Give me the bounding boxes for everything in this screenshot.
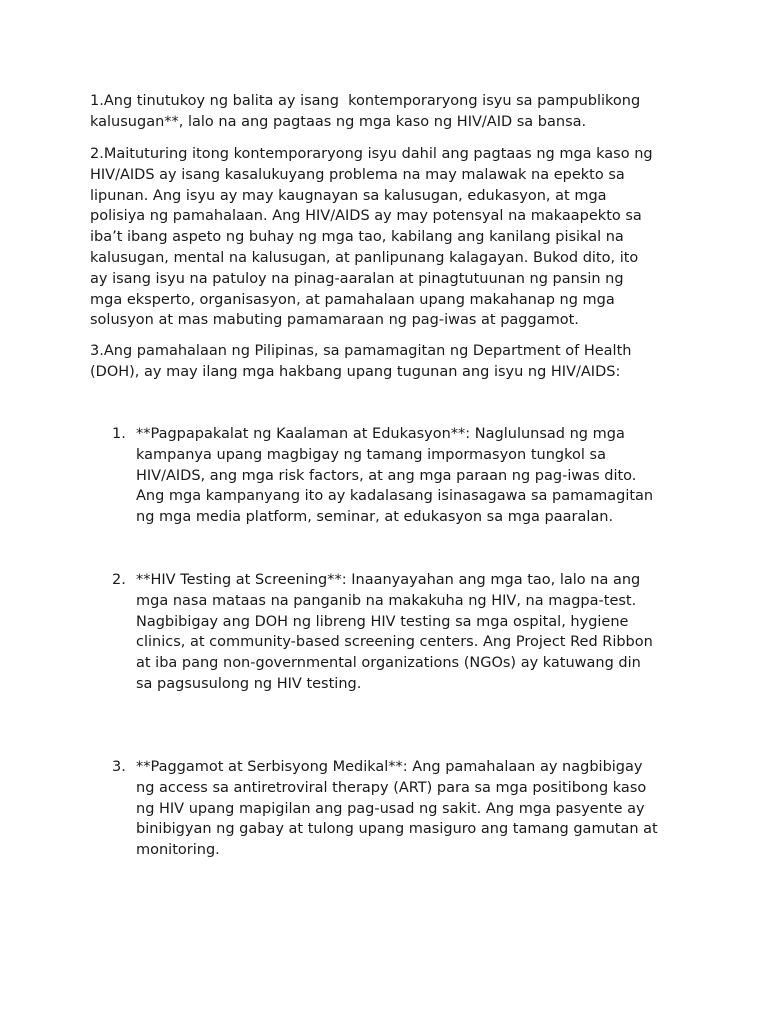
list-item-text: **HIV Testing at Screening**: Inaanyayahan ang mga tao, lalo na ang mga nasa mataas na panganib na makakuha ng HIV, na magpa-test. Nagbibigay ang DOH ng libreng HIV testing sa mga ospital, hygiene clinics, at community-based screening centers. Ang Project Red Ribbon at iba pang non-governmental organizations (NGOs) ay katuwang din sa pagsusulong ng HIV testing. [136, 572, 653, 692]
list-item-number: 1. [112, 426, 126, 442]
paragraph-2: 2.Maituturing itong kontemporaryong isyu dahil ang pagtaas ng mga kaso ng HIV/AIDS ay isang kasalukuyang problema na may malawak na epekto sa lipunan. Ang isyu ay may kaugnayan sa kalusugan, edukasyon, at mga polisiya ng pamahalaan. Ang HIV/AIDS ay may potensyal na makaapekto sa iba’t ibang aspeto ng buhay ng mga tao, kabilang ang kanilang pisikal na kalusugan, mental na kalusugan, at panlipunang kalagayan. Bukod dito, ito ay isang isyu na patuloy na pinag-aaralan at pinagtutuunan ng pansin ng mga eksperto, organisasyon, at pamahalaan upang makahanap ng mga solusyon at mas mabuting pamamaraan ng pag-iwas at paggamot. [90, 146, 653, 329]
list-item-number: 3. [112, 759, 126, 775]
paragraph-1: 1.Ang tinutukoy ng balita ay isang kontemporaryong isyu sa pampublikong kalusugan**, lalo na ang pagtaas ng mga kaso ng HIV/AID sa bansa. [90, 93, 641, 130]
list-item-text: **Pagpapakalat ng Kaalaman at Edukasyon**: Naglulunsad ng mga kampanya upang magbigay ng tamang impormasyon tungkol sa HIV/AIDS, ang mga risk factors, at ang mga paraan ng pag-iwas dito. Ang mga kampanyang ito ay kadalasang isinasagawa sa pamamagitan ng mga media platform, seminar, at edukasyon sa mga paaralan. [136, 426, 654, 526]
paragraph-3: 3.Ang pamahalaan ng Pilipinas, sa pamamagitan ng Department of Health (DOH), ay may ilang mga hakbang upang tugunan ang isyu ng HIV/AIDS: [90, 343, 632, 380]
list-item-number: 2. [112, 572, 126, 588]
list-item-text: **Paggamot at Serbisyong Medikal**: Ang pamahalaan ay nagbibigay ng access sa antiretroviral therapy (ART) para sa mga positibong kaso ng HIV upang mapigilan ang pag-usad ng sakit. Ang mga pasyente ay binibigyan ng gabay at tulong upang masiguro ang tamang gamutan at monitoring. [136, 759, 658, 859]
